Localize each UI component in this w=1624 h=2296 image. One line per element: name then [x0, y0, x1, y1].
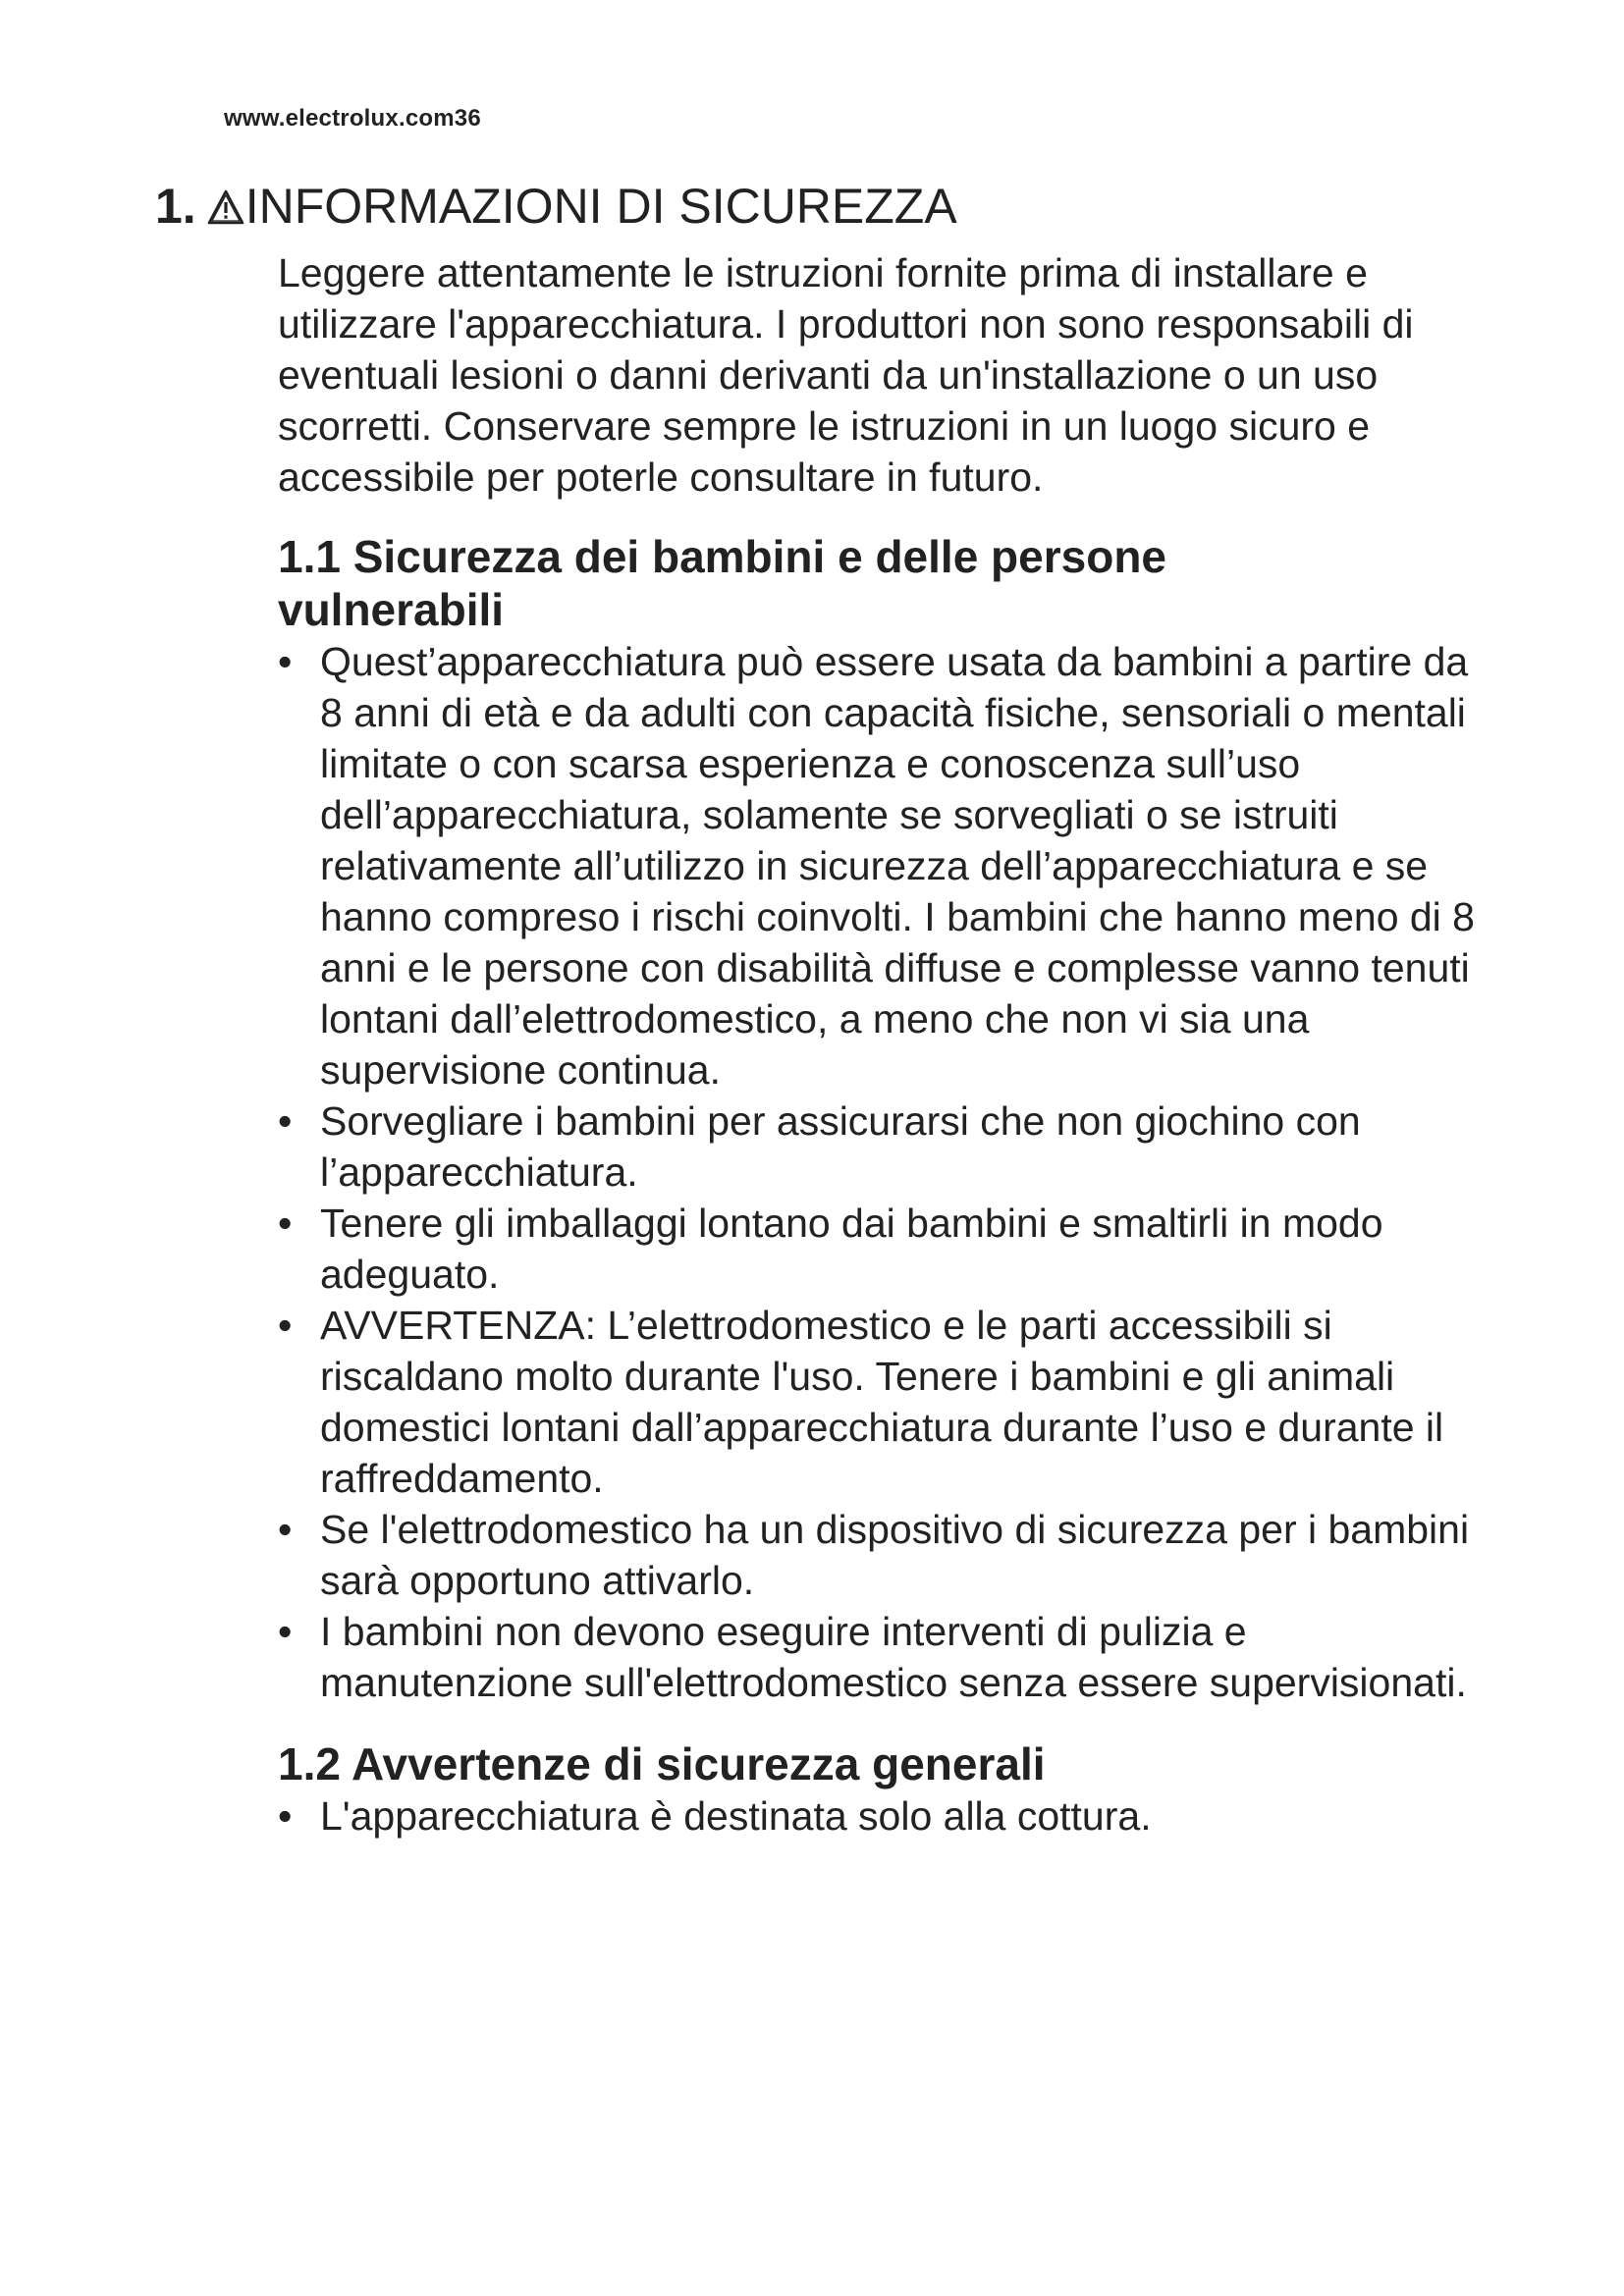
- section-heading: [155, 177, 957, 236]
- subsection-heading-1-1: [278, 530, 1358, 636]
- list-item: [278, 1198, 1486, 1300]
- bullet-glyph: •: [278, 1609, 293, 1654]
- bullet-glyph: •: [278, 1098, 293, 1144]
- warning-triangle-icon: [206, 188, 245, 226]
- bullet-glyph: •: [278, 1201, 293, 1246]
- list-item: [278, 1790, 1486, 1842]
- bullet-glyph: •: [278, 1303, 293, 1348]
- subsection-number: 1.1: [278, 531, 341, 582]
- list-item: [278, 1504, 1486, 1606]
- intro-paragraph: Leggere attentamente le istruzioni fornite prima di installare e utilizzare l'apparecchiatura. I produttori non sono responsabili di eventuali lesioni o danni derivanti da un'installazione o un uso scorretti. Conservare sempre le istruzioni in un luogo sicuro e accessibile per poterle consultare in futuro.: [278, 250, 1414, 500]
- subsection-number: 1.2: [278, 1738, 341, 1789]
- list-item-text: Sorvegliare i bambini per assicurarsi che non giochino con l’apparecchiatura.: [320, 1098, 1361, 1195]
- bullet-glyph: •: [278, 1507, 293, 1552]
- list-item-text: Tenere gli imballaggi lontano dai bambini e smaltirli in modo adeguato.: [320, 1201, 1383, 1297]
- bullet-glyph: •: [278, 1793, 293, 1839]
- section-title: INFORMAZIONI DI SICUREZZA: [244, 179, 957, 234]
- bullet-glyph: •: [278, 639, 293, 684]
- list-item-text: I bambini non devono eseguire interventi di pulizia e manutenzione sull'elettrodomestico senza essere supervisionati.: [320, 1609, 1467, 1705]
- bullet-list-child-safety: [278, 636, 1486, 1708]
- section-number: 1.: [155, 179, 196, 234]
- list-item: [278, 1095, 1486, 1198]
- subsection-title: Sicurezza dei bambini e delle persone vulnerabili: [278, 531, 1167, 635]
- list-item-text: AVVERTENZA: L’elettrodomestico e le parti accessibili si riscaldano molto durante l'uso. Tenere i bambini e gli animali domestici lontani dall’apparecchiatura durante l’uso e durante il raffreddamento.: [320, 1303, 1444, 1501]
- header-url: www.electrolux.com36: [224, 105, 481, 132]
- list-item-text: Se l'elettrodomestico ha un dispositivo di sicurezza per i bambini sarà opportuno attivarlo.: [320, 1507, 1470, 1603]
- list-item: [278, 1300, 1486, 1504]
- list-item: [278, 1606, 1486, 1708]
- list-item-text: L'apparecchiatura è destinata solo alla cottura.: [320, 1793, 1152, 1839]
- bullet-list-general-safety: [278, 1790, 1486, 1842]
- subsection-title: Avvertenze di sicurezza generali: [352, 1738, 1046, 1789]
- list-item-text: Quest’apparecchiatura può essere usata da bambini a partire da 8 anni di età e da adulti con capacità fisiche, sensoriali o mentali limitate o con scarsa esperienza e conoscenza sull’uso dell’apparecchiatura, solamente se sorvegliati o se istruiti relativamente all’utilizzo in sicurezza dell’apparecchiatura e se hanno compreso i rischi coinvolti. I bambini che hanno meno di 8 anni e le persone con disabilità diffuse e complesse vanno tenuti lontani dall’elettrodomestico, a meno che non vi sia una supervisione continua.: [320, 639, 1475, 1093]
- subsection-heading-1-2: [278, 1737, 1505, 1790]
- content-column: [278, 247, 1505, 1842]
- list-item: [278, 636, 1486, 1095]
